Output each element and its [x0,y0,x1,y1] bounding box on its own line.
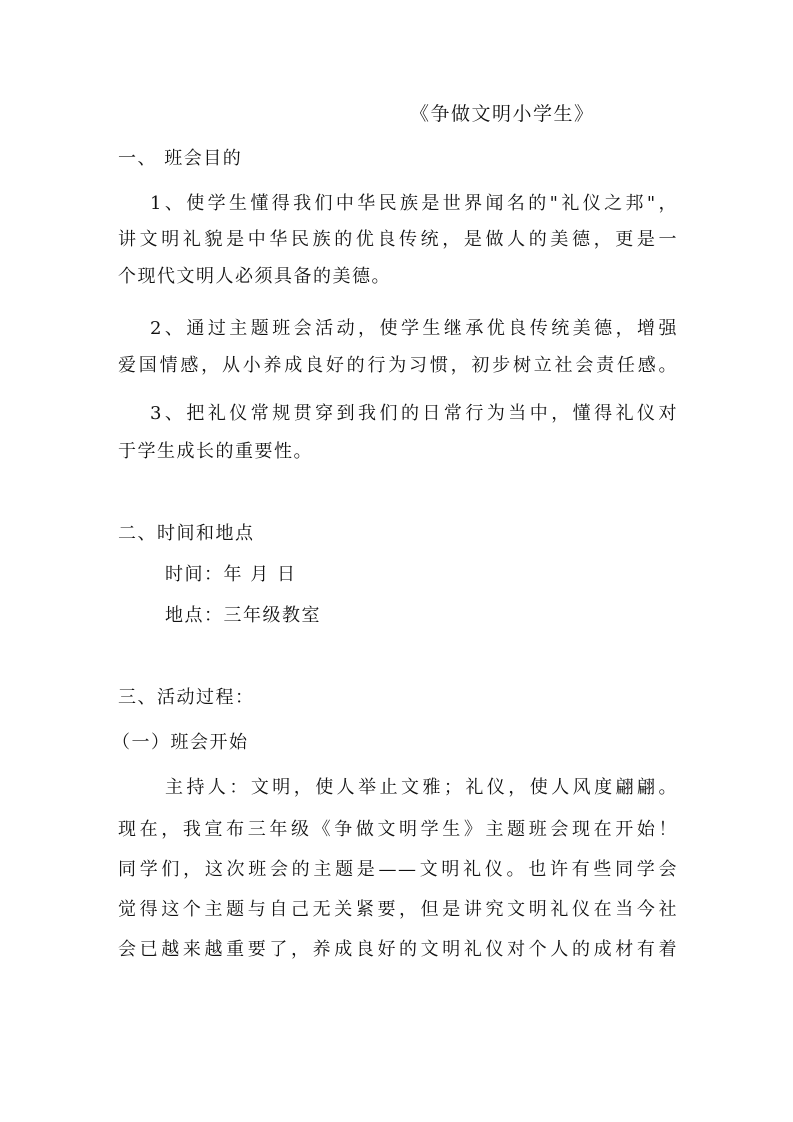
paragraph-line: 2、通过主题班会活动，使学生继承优良传统美德，增强 [150,318,678,339]
time-line: 时间：年 月 日 [165,564,297,585]
paragraph-line: 会已越来越重要了，养成良好的文明礼仪对个人的成材有着 [118,939,678,960]
paragraph-line: 于学生成长的重要性。 [118,441,313,462]
document-title: 《争做文明小学生》 [410,103,595,125]
paragraph-line: 3、把礼仪常规贯穿到我们的日常行为当中，懂得礼仪对 [150,403,678,424]
place-line: 地点：三年级教室 [165,605,321,626]
section-heading-purpose: 一、 班会目的 [118,148,243,169]
paragraph-line: 个现代文明人必须具备的美德。 [118,266,391,287]
paragraph-line: 1、使学生懂得我们中华民族是世界闻名的"礼仪之邦"， [150,193,678,214]
paragraph-line: 现在，我宣布三年级《争做文明学生》主题班会现在开始！ [118,819,678,840]
section-heading-process: 三、活动过程： [118,687,255,708]
paragraph-line: 同学们，这次班会的主题是——文明礼仪。也许有些同学会 [118,859,678,880]
paragraph-line: 觉得这个主题与自己无关紧要，但是讲究文明礼仪在当今社 [118,899,678,920]
paragraph-line: 讲文明礼貌是中华民族的优良传统，是做人的美德，更是一 [118,229,678,250]
paragraph-line: 主持人：文明，使人举止文雅；礼仪，使人风度翩翩。 [165,777,678,798]
subsection-heading-opening: （一）班会开始 [112,732,249,753]
paragraph-line: 爱国情感，从小养成良好的行为习惯，初步树立社会责任感。 [118,355,678,376]
section-heading-time-place: 二、时间和地点 [118,523,255,544]
